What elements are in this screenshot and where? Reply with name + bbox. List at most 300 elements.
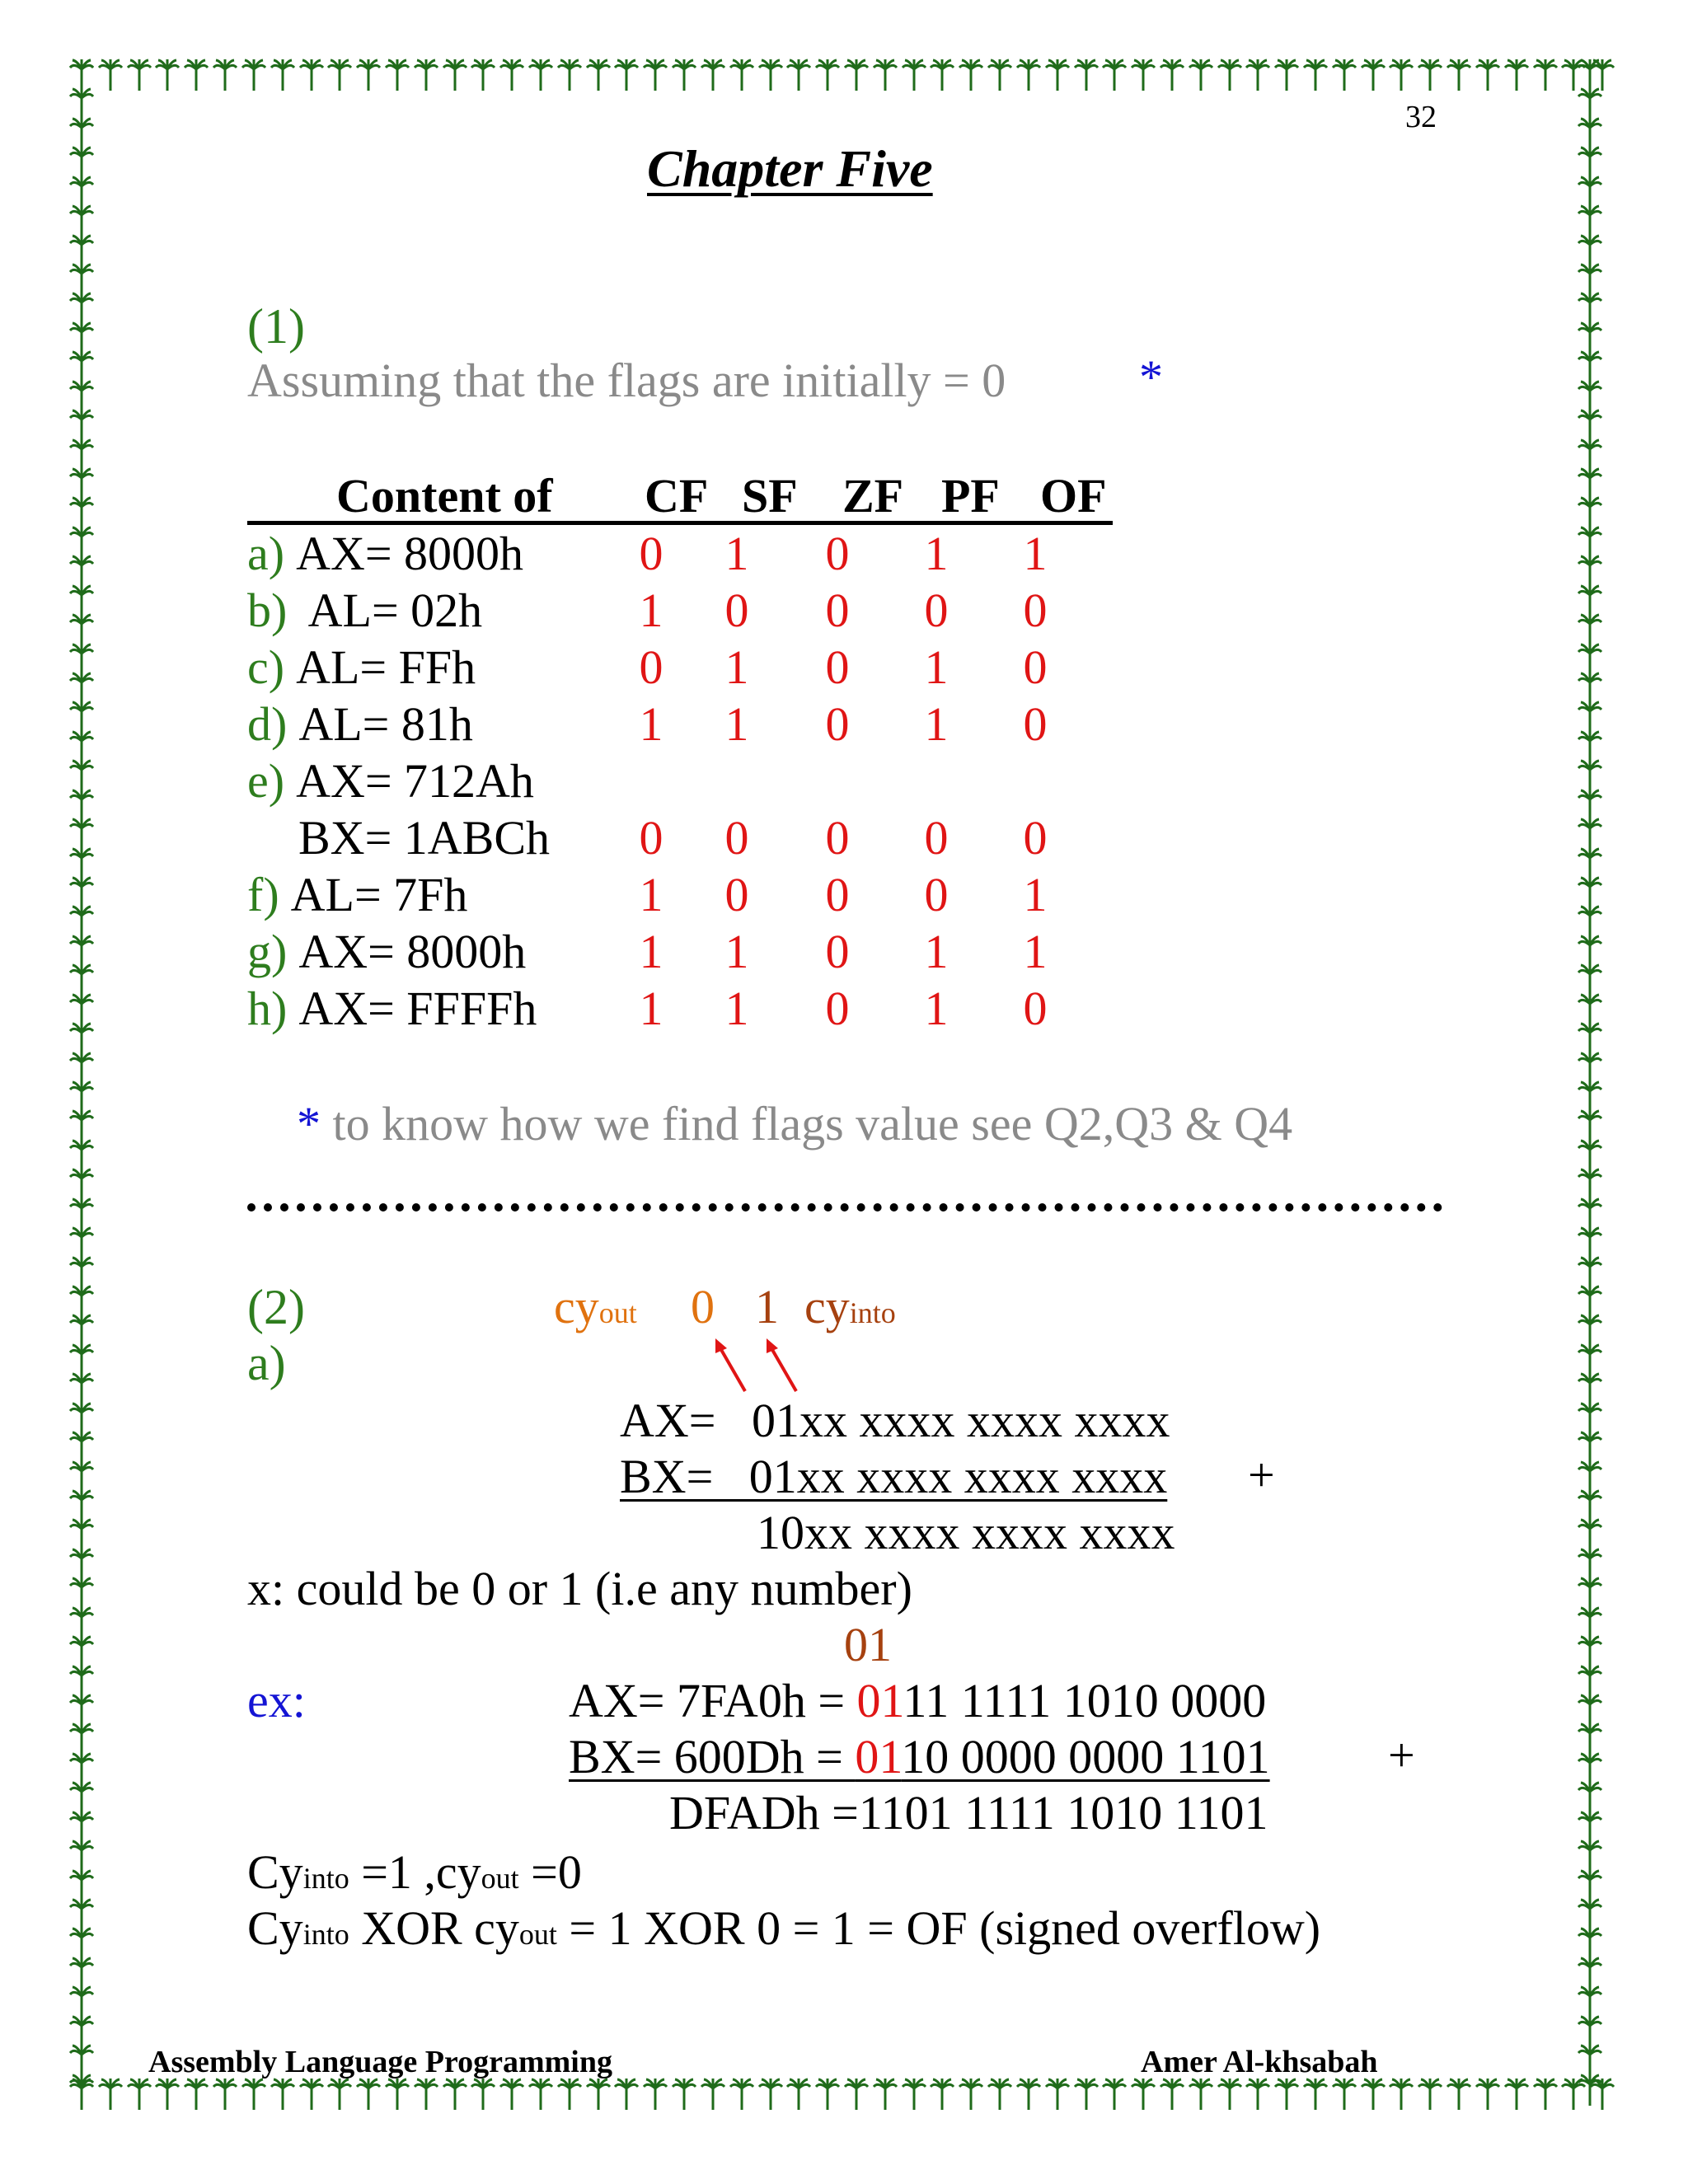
palm-icon (69, 612, 94, 645)
palm-icon (299, 58, 324, 91)
palm-icon (873, 2077, 898, 2110)
palm-icon (69, 1226, 94, 1258)
palm-icon (1447, 2077, 1471, 2110)
palm-icon (69, 1517, 94, 1550)
flag-value: 0 (1023, 982, 1048, 1035)
palm-icon (1578, 1897, 1602, 1930)
row-letter: b) (247, 583, 288, 637)
palm-icon (69, 58, 94, 91)
palm-icon (155, 2077, 180, 2110)
palm-icon (443, 2077, 467, 2110)
palm-icon (930, 2077, 954, 2110)
flag-value: 1 (1023, 925, 1048, 978)
palm-icon (1578, 700, 1602, 733)
flag-value: 0 (924, 811, 949, 865)
palm-icon (729, 2077, 754, 2110)
palm-icon (1217, 2077, 1242, 2110)
row-content: BX= 1ABCh (298, 811, 551, 865)
palm-icon (1475, 2077, 1500, 2110)
palm-icon (69, 1021, 94, 1054)
row-content: AX= FFFFh (298, 982, 537, 1035)
palm-icon (69, 466, 94, 499)
palm-icon (959, 2077, 983, 2110)
palm-icon (786, 2077, 811, 2110)
palm-icon (1578, 904, 1602, 937)
palm-icon (69, 1343, 94, 1376)
table-row-label (247, 696, 473, 752)
palm-icon (69, 145, 94, 178)
palm-icon (1578, 1021, 1602, 1054)
palm-icon (614, 2077, 639, 2110)
palm-icon (1578, 466, 1602, 499)
palm-icon (69, 1371, 94, 1404)
footer-left: Assembly Language Programming (148, 2045, 612, 2079)
flag-value: 1 (639, 868, 663, 921)
palm-icon (69, 1751, 94, 1784)
palm-icon (69, 846, 94, 879)
palm-icon (69, 1284, 94, 1317)
palm-icon (69, 1839, 94, 1872)
cy-into-label: cyinto (804, 1280, 896, 1333)
palm-icon (1578, 1956, 1602, 1989)
row-content: AX= 8000h (298, 925, 527, 978)
palm-icon (1578, 612, 1602, 645)
palm-icon (69, 1693, 94, 1726)
palm-icon (987, 2077, 1012, 2110)
table-row-label (247, 810, 550, 865)
palm-icon (1016, 2077, 1041, 2110)
palm-icon (69, 2073, 94, 2106)
example-result: DFADh =1101 1111 1010 1101 (669, 1786, 1268, 1840)
palm-icon (1578, 1255, 1602, 1288)
palm-icon (844, 2077, 869, 2110)
palm-icon (1131, 2077, 1156, 2110)
palm-icon (1016, 58, 1041, 91)
palm-icon (1045, 58, 1070, 91)
palm-icon (1578, 788, 1602, 821)
palm-icon (1578, 671, 1602, 704)
palm-icon (729, 58, 754, 91)
flag-header-pf: PF (941, 469, 1000, 523)
flag-value: 1 (724, 697, 749, 751)
palm-icon (499, 2077, 524, 2110)
flag-value: 1 (724, 527, 749, 580)
row-letter: c) (247, 640, 285, 694)
palm-icon (1245, 58, 1270, 91)
flag-value: 1 (924, 640, 949, 694)
palm-icon (1578, 262, 1602, 295)
palm-icon (1160, 2077, 1184, 2110)
palm-icon (127, 2077, 152, 2110)
flag-value: 1 (639, 925, 663, 978)
palm-icon (672, 2077, 696, 2110)
palm-icon (1533, 58, 1558, 91)
palm-icon (672, 58, 696, 91)
row-letter: f) (247, 868, 279, 921)
palm-icon (1578, 934, 1602, 967)
carry-arrow-out (720, 1348, 745, 1391)
palm-icon (69, 554, 94, 587)
flag-header-sf: SF (742, 469, 798, 523)
palm-icon (1578, 1108, 1602, 1141)
palm-icon (69, 438, 94, 471)
palm-icon (69, 1138, 94, 1171)
palm-icon (69, 1051, 94, 1084)
palm-icon (69, 671, 94, 704)
palm-icon (1578, 525, 1602, 558)
palm-icon (1578, 875, 1602, 908)
flag-header-zf: ZF (842, 469, 904, 523)
table-row-label (247, 867, 467, 922)
palm-icon (701, 58, 725, 91)
x-note: x: could be 0 or 1 (i.e any number) (247, 1562, 912, 1615)
flag-value: 1 (924, 925, 949, 978)
palm-icon (1578, 1371, 1602, 1404)
palm-icon (643, 58, 668, 91)
addition-ax-line: AX= 01xx xxxx xxxx xxxx (620, 1394, 1170, 1447)
addition-plus: + (1248, 1448, 1275, 1502)
palm-icon (1274, 58, 1299, 91)
palm-icon (270, 2077, 295, 2110)
palm-icon (69, 1167, 94, 1200)
palm-icon (69, 1722, 94, 1755)
addition-bx-line: BX= 01xx xxxx xxxx xxxx (620, 1450, 1168, 1503)
cy-out-value: 0 (691, 1280, 715, 1333)
palm-icon (758, 58, 783, 91)
row-content: AX= 8000h (296, 527, 524, 580)
addition-result: 10xx xxxx xxxx xxxx (757, 1506, 1175, 1559)
palm-icon (1578, 1080, 1602, 1113)
palm-icon (1274, 2077, 1299, 2110)
palm-icon (69, 116, 94, 149)
palm-icon (1160, 58, 1184, 91)
palm-icon (1578, 1051, 1602, 1084)
palm-icon (1504, 58, 1529, 91)
flag-value: 1 (924, 697, 949, 751)
palm-icon (815, 58, 840, 91)
palm-icon (69, 642, 94, 675)
table-row-label (247, 924, 526, 979)
palm-icon (327, 2077, 352, 2110)
palm-icon (1578, 1313, 1602, 1346)
palm-icon (1578, 1985, 1602, 2018)
palm-icon (1389, 58, 1414, 91)
flag-value: 0 (639, 640, 663, 694)
question-1-number: (1) (247, 299, 305, 354)
palm-icon (1578, 204, 1602, 237)
flag-value: 0 (724, 868, 749, 921)
palm-icon (69, 1605, 94, 1638)
row-content: AL= FFh (296, 640, 476, 694)
flag-value: 0 (724, 811, 749, 865)
palm-icon (1578, 1430, 1602, 1463)
palm-icon (69, 875, 94, 908)
palm-icon (69, 525, 94, 558)
flag-value: 0 (924, 583, 949, 637)
palm-icon (69, 1255, 94, 1288)
palm-icon (69, 87, 94, 120)
palm-icon (1578, 2043, 1602, 2076)
flag-value: 0 (825, 982, 850, 1035)
palm-icon (69, 758, 94, 791)
palm-icon (69, 1401, 94, 1434)
palm-icon (1578, 642, 1602, 675)
palm-icon (1578, 1634, 1602, 1667)
palm-icon (69, 904, 94, 937)
palm-icon (1578, 583, 1602, 616)
flag-value: 0 (1023, 640, 1048, 694)
palm-icon (1578, 58, 1602, 91)
palm-icon (902, 58, 926, 91)
overflow-formula-line: Cyinto XOR cyout = 1 XOR 0 = 1 = OF (signed overflow) (247, 1901, 1321, 1955)
palm-icon (1578, 1284, 1602, 1317)
palm-icon (1578, 145, 1602, 178)
example-plus: + (1388, 1728, 1415, 1782)
palm-icon (758, 2077, 783, 2110)
row-letter: h) (247, 982, 288, 1035)
row-letter: d) (247, 697, 288, 751)
question-2-number: (2) (247, 1280, 305, 1334)
footnote-text: to know how we find flags value see Q2,Q3 & Q4 (321, 1097, 1293, 1151)
palm-icon (69, 1313, 94, 1346)
palm-icon (1578, 729, 1602, 762)
palm-icon (1578, 87, 1602, 120)
palm-icon (1578, 554, 1602, 587)
palm-icon (586, 58, 611, 91)
example-carry-digits: 01 (844, 1618, 892, 1671)
palm-icon (1578, 1460, 1602, 1493)
palm-icon (815, 2077, 840, 2110)
palm-icon (1578, 1138, 1602, 1171)
palm-icon (69, 583, 94, 616)
palm-icon (1504, 2077, 1529, 2110)
palm-icon (213, 2077, 237, 2110)
palm-icon (1578, 495, 1602, 528)
carry-values-line: Cyinto =1 ,cyout =0 (247, 1845, 582, 1899)
flag-value: 0 (825, 811, 850, 865)
palm-icon (1578, 1517, 1602, 1550)
palm-icon (1045, 2077, 1070, 2110)
palm-border-left (69, 58, 110, 2118)
palm-icon (69, 321, 94, 354)
palm-icon (1332, 2077, 1357, 2110)
palm-icon (213, 58, 237, 91)
palm-icon (1578, 817, 1602, 850)
row-letter: a) (247, 527, 285, 580)
palm-icon (1245, 2077, 1270, 2110)
palm-icon (528, 58, 553, 91)
palm-icon (1578, 379, 1602, 412)
flag-value: 0 (825, 640, 850, 694)
palm-icon (1578, 1401, 1602, 1434)
palm-icon (1578, 116, 1602, 149)
palm-icon (1578, 758, 1602, 791)
table-row-label (247, 526, 523, 581)
palm-icon (1578, 1605, 1602, 1638)
palm-icon (844, 58, 869, 91)
palm-icon (184, 58, 209, 91)
flag-value: 0 (1023, 811, 1048, 865)
palm-icon (1578, 321, 1602, 354)
row-content: AX= 712Ah (296, 754, 534, 808)
row-letter: e) (247, 754, 285, 808)
palm-icon (1361, 58, 1386, 91)
palm-icon (270, 58, 295, 91)
example-ax-line: AX= 7FA0h = 0111 1111 1010 0000 (569, 1674, 1267, 1727)
palm-icon (1578, 992, 1602, 1025)
palm-icon (1578, 1926, 1602, 1959)
palm-icon (1578, 1226, 1602, 1258)
palm-icon (1578, 1722, 1602, 1755)
palm-icon (299, 2077, 324, 2110)
palm-icon (1418, 2077, 1442, 2110)
footnote-asterisk: * (297, 1097, 321, 1151)
palm-icon (1578, 1488, 1602, 1521)
palm-icon (69, 1488, 94, 1521)
palm-icon (1361, 2077, 1386, 2110)
palm-icon (241, 58, 266, 91)
page-number: 32 (1405, 100, 1437, 134)
palm-icon (69, 1197, 94, 1230)
palm-icon (701, 2077, 725, 2110)
palm-icon (1475, 58, 1500, 91)
palm-icon (1578, 1751, 1602, 1784)
row-letter: g) (247, 925, 288, 978)
palm-icon (1578, 1547, 1602, 1580)
palm-icon (1578, 1576, 1602, 1609)
palm-icon (356, 2077, 381, 2110)
palm-icon (471, 58, 495, 91)
cy-out-label: cyout (554, 1280, 637, 1333)
palm-icon (1578, 175, 1602, 208)
palm-icon (69, 1664, 94, 1697)
palm-icon (69, 1547, 94, 1580)
palm-icon (69, 495, 94, 528)
palm-icon (1578, 1167, 1602, 1200)
palm-icon (414, 58, 438, 91)
palm-icon (69, 1460, 94, 1493)
palm-icon (1578, 2014, 1602, 2047)
palm-icon (69, 233, 94, 266)
flag-value: 1 (924, 527, 949, 580)
palm-icon (69, 204, 94, 237)
palm-icon (69, 1956, 94, 1989)
palm-icon (499, 58, 524, 91)
palm-icon (873, 58, 898, 91)
flag-value: 0 (924, 868, 949, 921)
palm-icon (69, 349, 94, 382)
flag-value: 1 (1023, 527, 1048, 580)
flags-table-header (247, 468, 1113, 525)
palm-icon (987, 58, 1012, 91)
palm-border-top (69, 58, 1619, 99)
palm-icon (1578, 349, 1602, 382)
palm-icon (69, 1108, 94, 1141)
palm-icon (69, 1868, 94, 1901)
palm-icon (155, 58, 180, 91)
palm-icon (959, 58, 983, 91)
flag-value: 0 (639, 811, 663, 865)
palm-icon (356, 58, 381, 91)
palm-border-bottom (69, 2077, 1619, 2118)
palm-icon (1074, 58, 1099, 91)
palm-icon (69, 1576, 94, 1609)
palm-icon (643, 2077, 668, 2110)
palm-icon (69, 408, 94, 441)
palm-icon (557, 2077, 582, 2110)
palm-icon (1131, 58, 1156, 91)
cy-into-value: 1 (755, 1280, 779, 1333)
palm-icon (69, 175, 94, 208)
content-of-header: Content of (336, 469, 553, 523)
palm-icon (1578, 963, 1602, 996)
palm-icon (1447, 58, 1471, 91)
question-1-assumption: Assuming that the flags are initially = 0 (247, 354, 1006, 407)
table-row-label (247, 583, 482, 638)
palm-icon (69, 729, 94, 762)
palm-icon (614, 58, 639, 91)
flag-value: 1 (924, 982, 949, 1035)
palm-icon (69, 1780, 94, 1813)
palm-icon (241, 2077, 266, 2110)
palm-icon (1578, 1693, 1602, 1726)
flag-header-cf: CF (645, 469, 709, 523)
flag-value: 0 (639, 527, 663, 580)
flag-value: 0 (825, 527, 850, 580)
palm-icon (385, 58, 410, 91)
palm-icon (69, 1926, 94, 1959)
row-content: AL= 7Fh (290, 868, 468, 921)
flag-value: 1 (724, 925, 749, 978)
row-content: AL= 02h (298, 583, 483, 637)
question-2-part-a: a) (247, 1336, 286, 1390)
palm-icon (1074, 2077, 1099, 2110)
palm-icon (586, 2077, 611, 2110)
palm-icon (1578, 1839, 1602, 1872)
chapter-title: Chapter Five (647, 139, 933, 198)
flag-value: 1 (1023, 868, 1048, 921)
palm-icon (69, 379, 94, 412)
palm-icon (1303, 58, 1328, 91)
palm-icon (69, 992, 94, 1025)
table-row-label (247, 981, 537, 1036)
flag-value: 0 (825, 868, 850, 921)
palm-icon (327, 58, 352, 91)
flag-value: 0 (724, 583, 749, 637)
section-divider (247, 1203, 1442, 1212)
flag-value: 0 (1023, 583, 1048, 637)
palm-icon (1189, 58, 1213, 91)
carry-arrows (701, 1333, 808, 1398)
palm-icon (69, 817, 94, 850)
table-row-label (247, 753, 534, 808)
palm-icon (69, 1634, 94, 1667)
palm-icon (1578, 2073, 1602, 2106)
palm-icon (930, 58, 954, 91)
palm-icon (69, 1810, 94, 1843)
palm-icon (1578, 846, 1602, 879)
flag-value: 0 (825, 697, 850, 751)
flag-value: 1 (639, 583, 663, 637)
palm-icon (1418, 58, 1442, 91)
flag-value: 1 (724, 640, 749, 694)
palm-icon (1578, 1810, 1602, 1843)
palm-icon (69, 788, 94, 821)
palm-icon (1578, 1343, 1602, 1376)
row-content: AL= 81h (298, 697, 473, 751)
palm-icon (69, 700, 94, 733)
flag-header-of: OF (1040, 469, 1107, 523)
